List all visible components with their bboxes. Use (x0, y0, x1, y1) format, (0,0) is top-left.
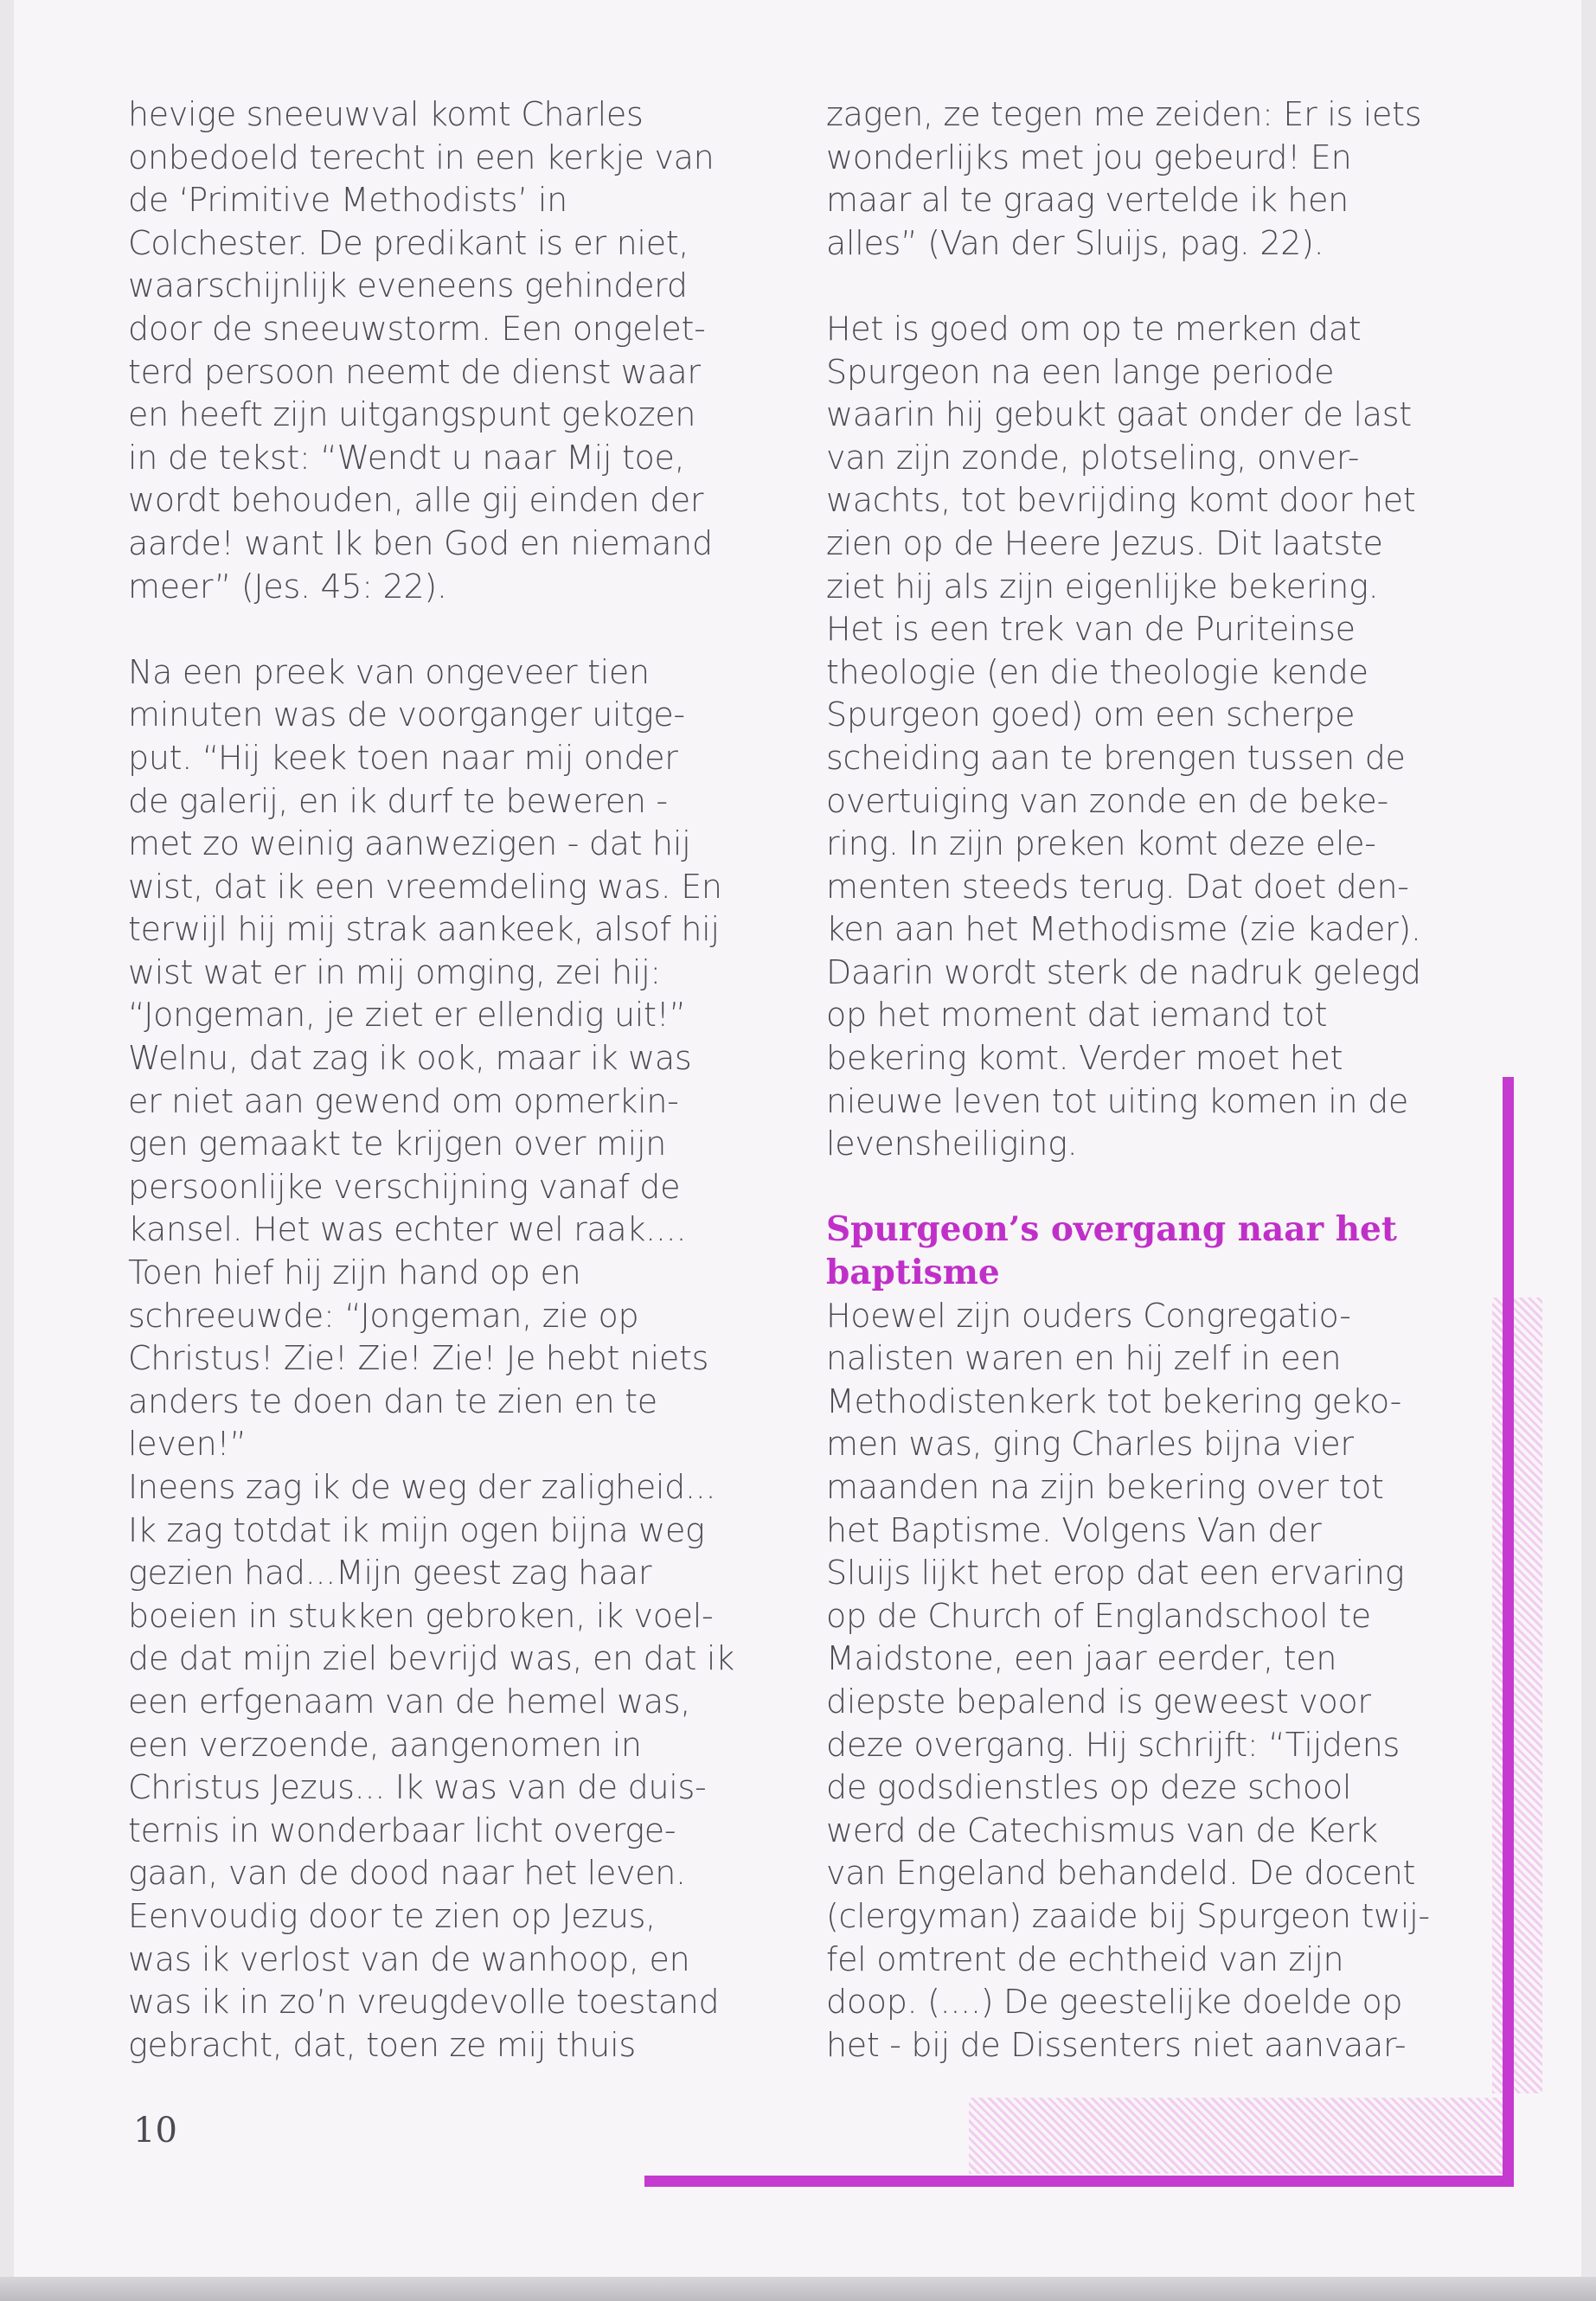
text-line: boeien in stukken gebroken, ik voel- (128, 1596, 714, 1635)
text-line: Ik zag totdat ik mijn ogen bijna weg (128, 1510, 705, 1549)
text-line: minuten was de voorganger uitge- (128, 695, 685, 734)
right-paragraph-3 (826, 1295, 1449, 2067)
text-line: menten steeds terug. Dat doet den- (826, 867, 1409, 906)
text-line: Daarin wordt sterk de nadruk gelegd (826, 952, 1421, 991)
text-line: door de sneeuwstorm. Een ongelet- (128, 309, 706, 348)
text-line: aarde! want Ik ben God en niemand (128, 523, 713, 562)
text-line: ken aan het Methodisme (zie kader). (826, 910, 1421, 949)
text-line: gezien had...Mijn geest zag haar (128, 1554, 652, 1593)
text-line: levensheiliging. (826, 1125, 1078, 1163)
page-edge-shadow (0, 2277, 1596, 2301)
text-line: kansel. Het was echter wel raak.... (128, 1210, 687, 1249)
text-line: nalisten waren en hij zelf in een (826, 1339, 1342, 1378)
text-line: onbedoeld terecht in een kerkje van (128, 138, 715, 176)
text-line: gebracht, dat, toen ze mij thuis (128, 2025, 636, 2064)
text-line: was ik in zo’n vreugdevolle toestand (128, 1983, 720, 2022)
text-line: deze overgang. Hij schrijft: “Tijdens (826, 1725, 1401, 1764)
text-line: wachts, tot bevrijding komt door het (826, 481, 1416, 520)
text-line: men was, ging Charles bijna vier (826, 1425, 1354, 1464)
text-line: maanden na zijn bekering over tot (826, 1468, 1384, 1506)
text-line: in de tekst: “Wendt u naar Mij toe, (128, 438, 685, 477)
text-line: “Jongeman, je ziet er ellendig uit!” (128, 996, 686, 1035)
text-line: zagen, ze tegen me zeiden: Er is iets (826, 95, 1422, 133)
text-line: gaan, van de dood naar het leven. (128, 1854, 686, 1893)
page-number: 10 (133, 2111, 177, 2150)
text-line: wordt behouden, alle gij einden der (128, 481, 704, 520)
right-paragraph-1 (826, 93, 1449, 265)
text-line: waarschijnlijk eveneens gehinderd (128, 266, 688, 305)
text-line: Sluijs lijkt het erop dat een ervaring (826, 1554, 1405, 1593)
right-column (826, 93, 1449, 2067)
text-line: met zo weinig aanwezigen - dat hij (128, 824, 691, 863)
text-line: Het is een trek van de Puriteinse (826, 610, 1356, 649)
text-line: de ‘Primitive Methodists’ in (128, 181, 567, 220)
left-paragraph-2 (128, 651, 751, 2067)
text-line: nieuwe leven tot uiting komen in de (826, 1081, 1408, 1120)
decorative-pattern-bottom (969, 2098, 1507, 2174)
text-line: (clergyman) zaaide bij Spurgeon twij- (826, 1896, 1430, 1935)
text-line: zien op de Heere Jezus. Dit laatste (826, 523, 1383, 562)
text-line: maar al te graag vertelde ik hen (826, 181, 1349, 220)
text-line: Ineens zag ik de weg der zaligheid... (128, 1468, 716, 1506)
text-line: Christus! Zie! Zie! Zie! Je hebt niets (128, 1339, 709, 1378)
text-line: Toen hief hij zijn hand op en (128, 1253, 581, 1292)
text-line: de godsdienstles op deze school (826, 1768, 1352, 1807)
left-column (128, 93, 751, 2067)
text-line: op het moment dat iemand tot (826, 996, 1328, 1035)
paragraph-gap (826, 1166, 1449, 1209)
text-line: het - bij de Dissenters niet aanvaar- (826, 2025, 1407, 2064)
text-line: een verzoende, aangenomen in (128, 1725, 642, 1764)
heading-line: baptisme (826, 1253, 1000, 1293)
text-line: er niet aan gewend om opmerkin- (128, 1081, 679, 1120)
text-line: Maidstone, een jaar eerder, ten (826, 1639, 1337, 1678)
text-line: hevige sneeuwval komt Charles (128, 95, 644, 133)
accent-frame-vertical (1503, 1077, 1514, 2187)
text-line: wonderlijks met jou gebeurd! En (826, 138, 1352, 176)
text-line: van Engeland behandeld. De docent (826, 1854, 1416, 1893)
text-line: fel omtrent de echtheid van zijn (826, 1939, 1344, 1978)
text-line: schreeuwde: “Jongeman, zie op (128, 1296, 639, 1335)
left-paragraph-1 (128, 93, 751, 608)
text-line: alles” (Van der Sluijs, pag. 22). (826, 223, 1324, 262)
paragraph-gap (128, 608, 751, 651)
text-line: put. “Hij keek toen naar mij onder (128, 738, 678, 777)
text-line: de galerij, en ik durf te beweren - (128, 781, 668, 820)
text-line: van zijn zonde, plotseling, onver- (826, 438, 1360, 477)
text-line: Spurgeon na een lange periode (826, 352, 1335, 391)
text-line: overtuiging van zonde en de beke- (826, 781, 1388, 820)
text-line: ziet hij als zijn eigenlijke bekering. (826, 567, 1379, 606)
text-line: meer” (Jes. 45: 22). (128, 567, 447, 606)
text-line: het Baptisme. Volgens Van der (826, 1510, 1322, 1549)
text-line: theologie (en die theologie kende (826, 652, 1368, 691)
decorative-pattern-right (1492, 1298, 1542, 2093)
text-line: Colchester. De predikant is er niet, (128, 223, 689, 262)
text-line: Welnu, dat zag ik ook, maar ik was (128, 1039, 692, 1078)
text-line: bekering komt. Verder moet het (826, 1039, 1343, 1078)
text-line: terd persoon neemt de dienst waar (128, 352, 701, 391)
section-heading (826, 1208, 1449, 1294)
accent-frame-horizontal (644, 2176, 1514, 2187)
text-line: Hoewel zijn ouders Congregatio- (826, 1296, 1351, 1335)
text-line: terwijl hij mij strak aankeek, alsof hij (128, 910, 720, 949)
text-line: wist wat er in mij omging, zei hij: (128, 952, 661, 991)
text-line: Christus Jezus... Ik was van de duis- (128, 1768, 707, 1807)
text-line: Spurgeon goed) om een scherpe (826, 695, 1356, 734)
text-line: persoonlijke verschijning vanaf de (128, 1167, 681, 1206)
text-line: gen gemaakt te krijgen over mijn (128, 1125, 666, 1163)
text-line: ring. In zijn preken komt deze ele- (826, 824, 1376, 863)
text-line: wist, dat ik een vreemdeling was. En (128, 867, 722, 906)
heading-line: Spurgeon’s overgang naar het (826, 1209, 1397, 1250)
text-line: Eenvoudig door te zien op Jezus, (128, 1896, 656, 1935)
text-line: ternis in wonderbaar licht overge- (128, 1811, 676, 1849)
text-line: en heeft zijn uitgangspunt gekozen (128, 395, 696, 434)
text-line: scheiding aan te brengen tussen de (826, 738, 1406, 777)
text-line: op de Church of Englandschool te (826, 1596, 1371, 1635)
text-line: werd de Catechismus van de Kerk (826, 1811, 1378, 1849)
text-line: Methodistenkerk tot bekering geko- (826, 1381, 1402, 1420)
right-paragraph-2 (826, 308, 1449, 1166)
text-line: diepste bepalend is geweest voor (826, 1682, 1371, 1721)
text-line: een erfgenaam van de hemel was, (128, 1682, 691, 1721)
text-line: was ik verlost van de wanhoop, en (128, 1939, 690, 1978)
text-line: leven!” (128, 1425, 247, 1464)
text-line: de dat mijn ziel bevrijd was, en dat ik (128, 1639, 734, 1678)
text-line: anders te doen dan te zien en te (128, 1381, 657, 1420)
text-line: waarin hij gebukt gaat onder de last (826, 395, 1412, 434)
text-line: Het is goed om op te merken dat (826, 309, 1362, 348)
text-line: doop. (....) De geestelijke doelde op (826, 1983, 1403, 2022)
paragraph-gap (826, 265, 1449, 308)
text-line: Na een preek van ongeveer tien (128, 652, 650, 691)
